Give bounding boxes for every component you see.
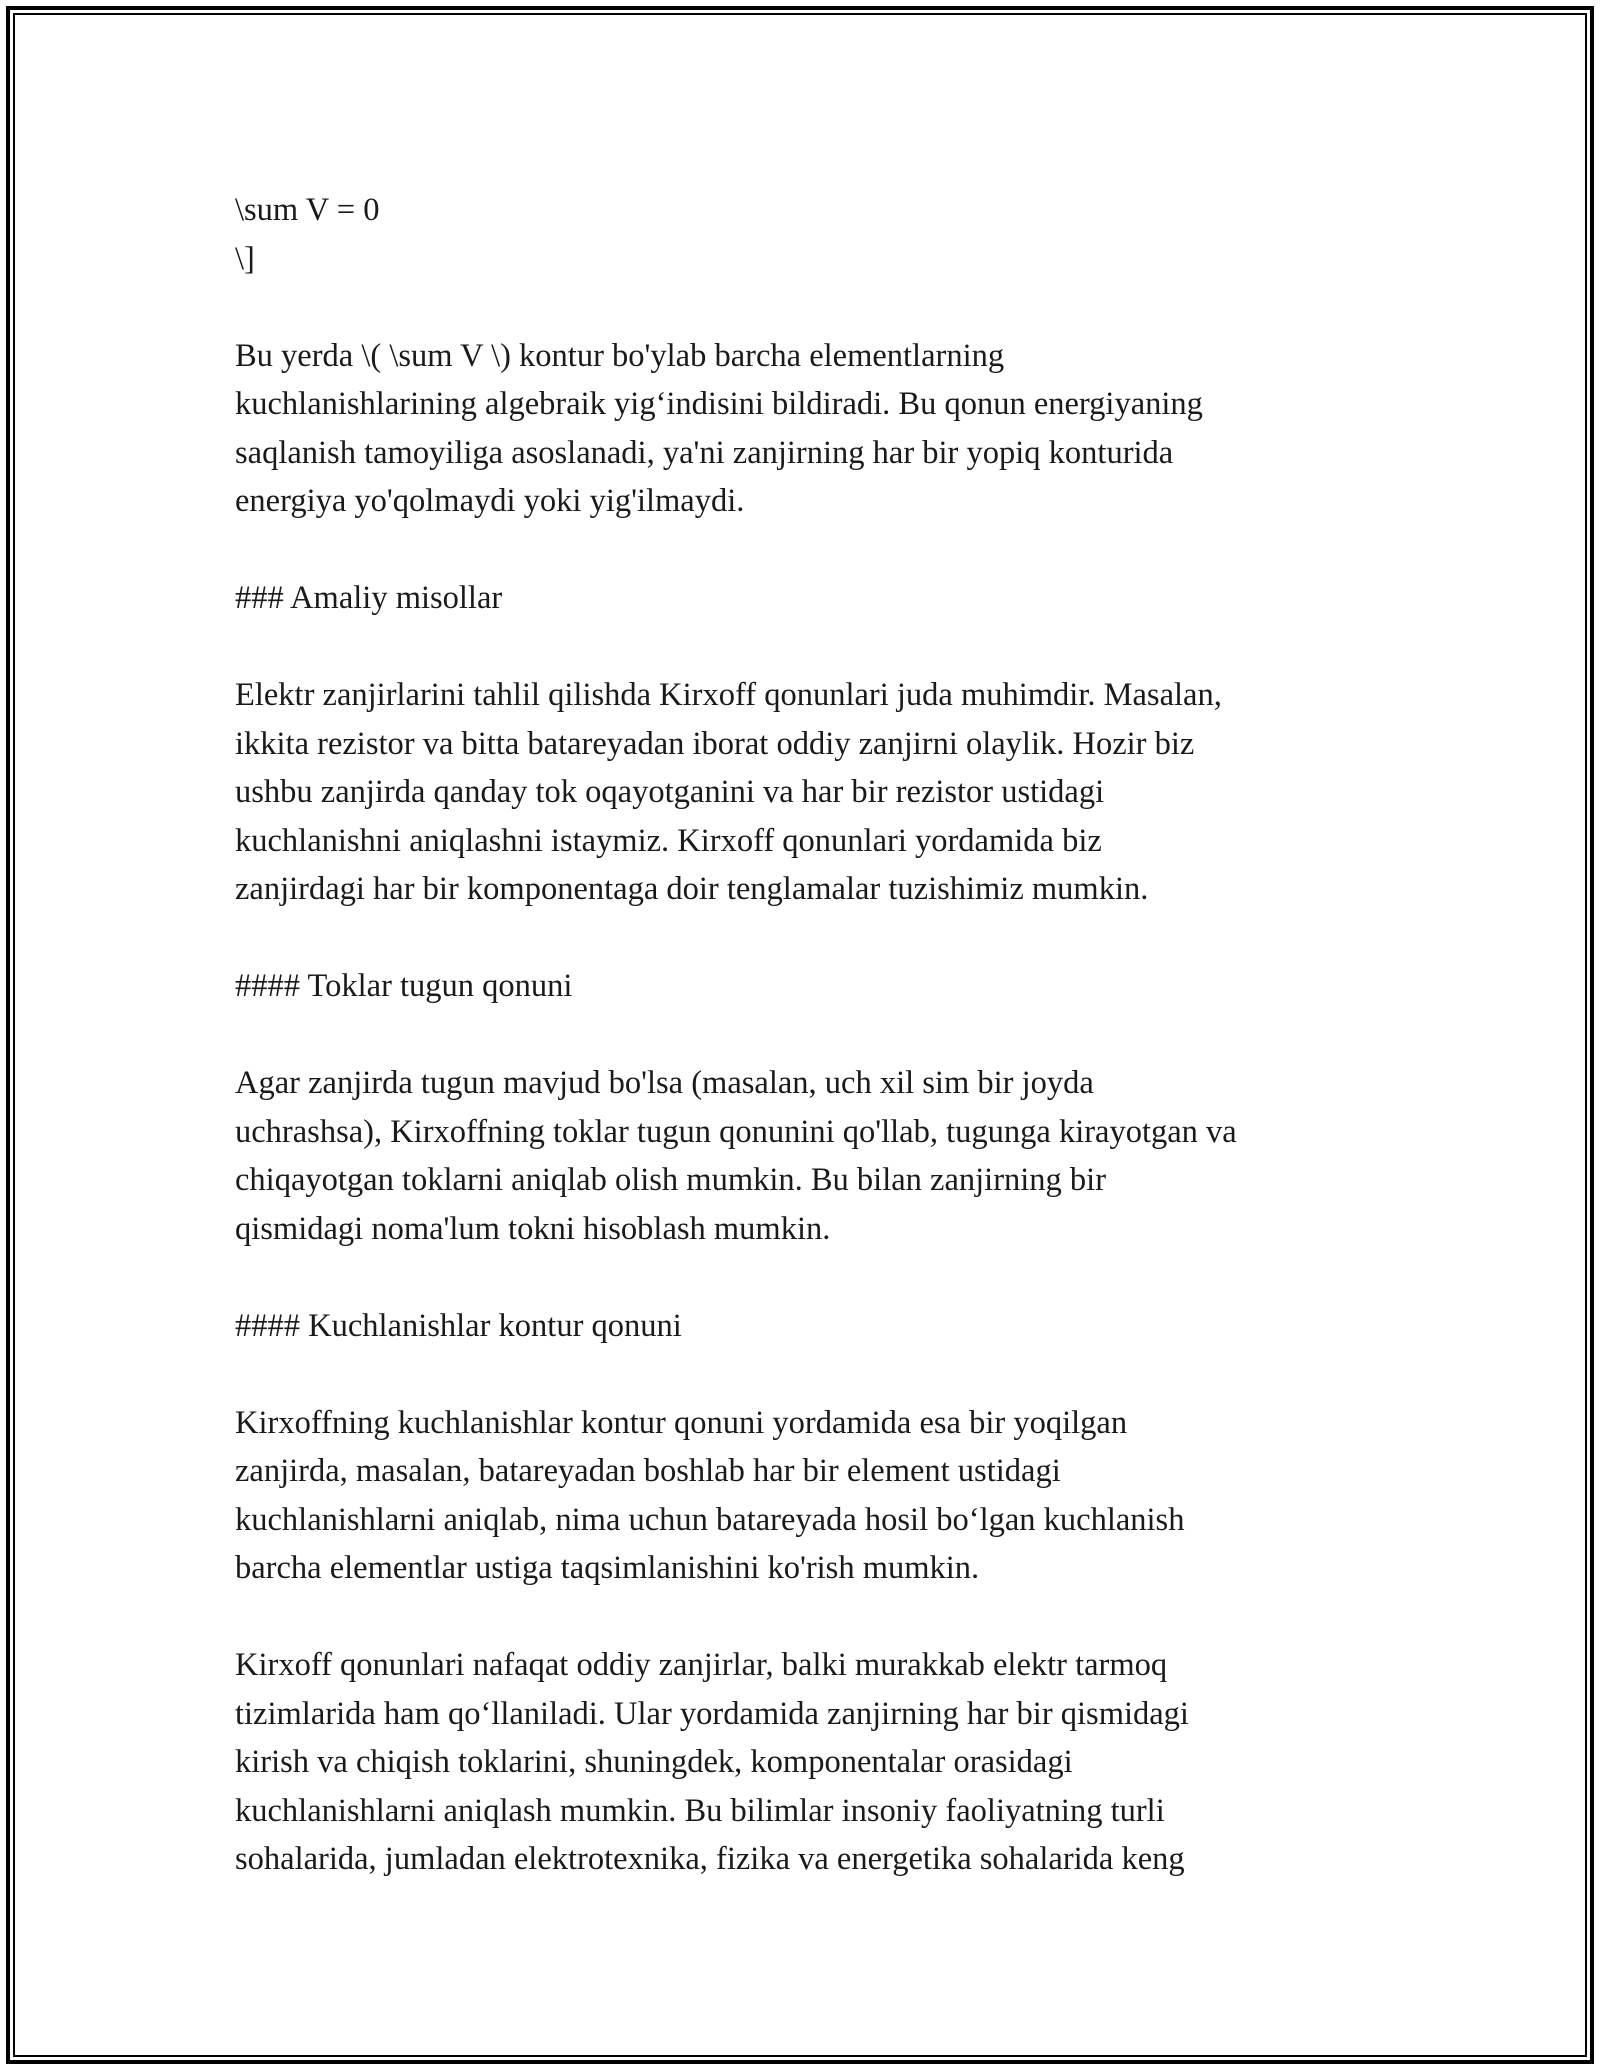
text-line: Elektr zanjirlarini tahlil qilishda Kirxoff qonunlari juda muhimdir. Masalan,: [235, 677, 1222, 713]
text-line: saqlanish tamoyiliga asoslanadi, ya'ni zanjirning har bir yopiq konturida: [235, 434, 1174, 471]
formula-line: \]: [235, 240, 255, 277]
text-line: tizimlarida ham qo‘llaniladi. Ular yordamida zanjirning har bir qismidagi: [235, 1695, 1189, 1732]
text-line: zanjirdagi har bir komponentaga doir tenglamalar tuzishimiz mumkin.: [235, 871, 1149, 907]
text-line: Bu yerda \( \sum V \) kontur bo'ylab barcha elementlarning: [235, 337, 1005, 374]
paragraph-node-law: [235, 1059, 1395, 1253]
text-line: energiya yo'qolmaydi yoki yig'ilmaydi.: [235, 483, 745, 519]
text-line: kirish va chiqish toklarini, shuningdek, komponentalar orasidagi: [235, 1744, 1073, 1780]
heading-text: #### Kuchlanishlar kontur qonuni: [235, 1307, 682, 1344]
text-line: qismidagi noma'lum tokni hisoblash mumkin.: [235, 1210, 831, 1247]
heading-examples: [235, 574, 1395, 623]
text-line: barcha elementlar ustiga taqsimlanishini ko'rish mumkin.: [235, 1550, 980, 1586]
heading-loop-law: [235, 1302, 1395, 1351]
text-line: kuchlanishlarni aniqlab, nima uchun batareyada hosil bo‘lgan kuchlanish: [235, 1501, 1185, 1538]
formula-block: [235, 186, 1395, 283]
paragraph-applications: [235, 1641, 1395, 1884]
text-line: Agar zanjirda tugun mavjud bo'lsa (masalan, uch xil sim bir joyda: [235, 1065, 1094, 1101]
text-line: chiqayotgan toklarni aniqlab olish mumkin. Bu bilan zanjirning bir: [235, 1162, 1107, 1198]
text-line: ushbu zanjirda qanday tok oqayotganini va har bir rezistor ustidagi: [235, 774, 1105, 810]
text-line: ikkita rezistor va bitta batareyadan iborat oddiy zanjirni olaylik. Hozir biz: [235, 725, 1195, 762]
text-line: kuchlanishni aniqlashni istaymiz. Kirxoff qonunlari yordamida biz: [235, 822, 1102, 859]
paragraph-kvl-explanation: [235, 332, 1395, 526]
heading-text: ### Amaliy misollar: [235, 580, 503, 616]
text-line: Kirxoff qonunlari nafaqat oddiy zanjirlar, balki murakkab elektr tarmoq: [235, 1647, 1168, 1683]
heading-text: #### Toklar tugun qonuni: [235, 968, 573, 1004]
formula-line: \sum V = 0: [235, 192, 380, 228]
paragraph-examples: [235, 671, 1395, 914]
document-body: [235, 186, 1395, 1932]
text-line: zanjirda, masalan, batareyadan boshlab har bir element ustidagi: [235, 1453, 1061, 1489]
text-line: uchrashsa), Kirxoffning toklar tugun qonunini qo'llab, tugunga kirayotgan va: [235, 1113, 1237, 1150]
heading-node-law: [235, 962, 1395, 1011]
text-line: sohalarida, jumladan elektrotexnika, fizika va energetika sohalarida keng: [235, 1841, 1185, 1877]
text-line: Kirxoffning kuchlanishlar kontur qonuni yordamida esa bir yoqilgan: [235, 1404, 1128, 1441]
paragraph-loop-law: [235, 1399, 1395, 1593]
text-line: kuchlanishlarining algebraik yig‘indisini bildiradi. Bu qonun energiyaning: [235, 386, 1203, 422]
text-line: kuchlanishlarni aniqlash mumkin. Bu bilimlar insoniy faoliyatning turli: [235, 1792, 1165, 1829]
